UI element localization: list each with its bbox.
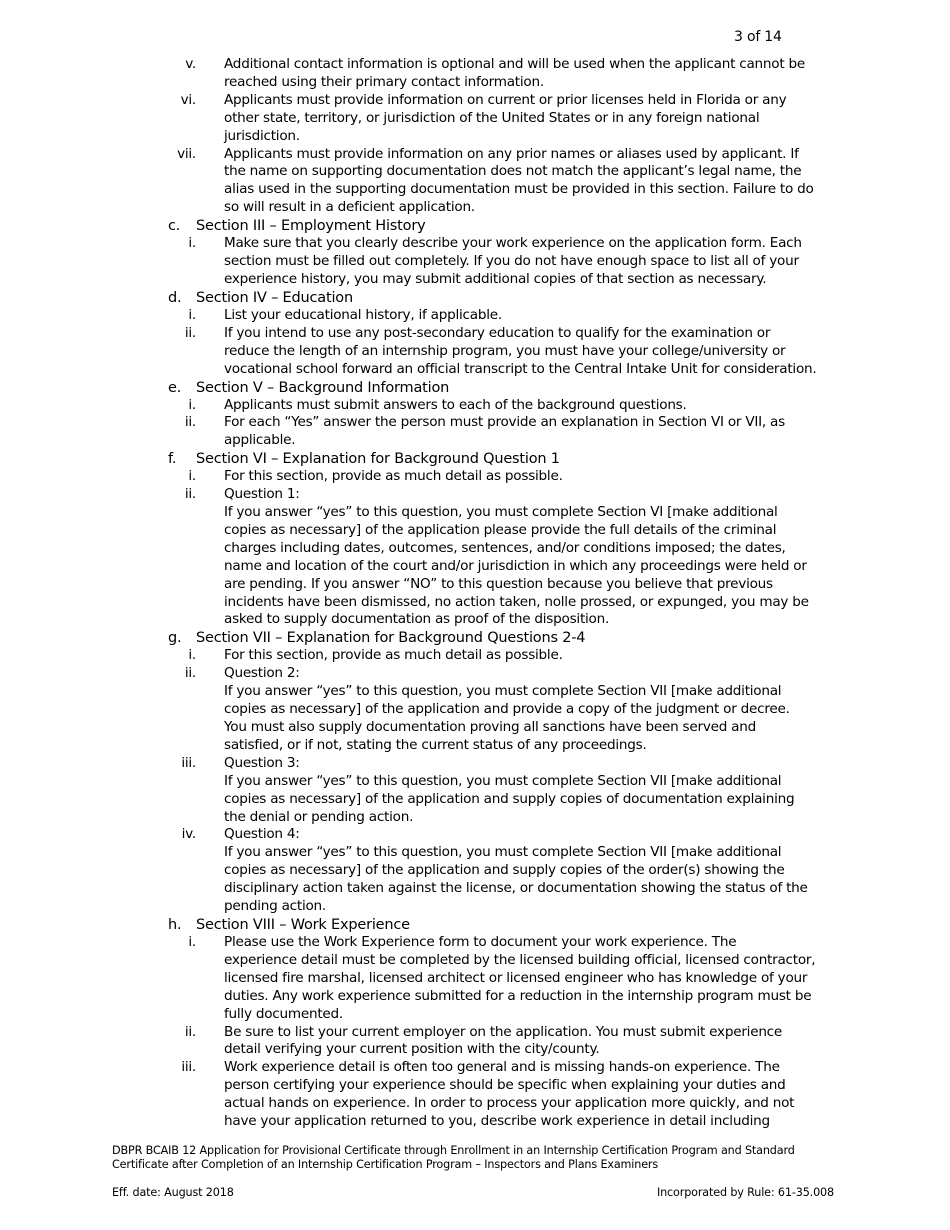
text-line: Be sure to list your current employer on the application. You must submit experience	[224, 1023, 783, 1040]
list-item-text	[224, 397, 838, 415]
text-line: If you answer “yes” to this question, you must complete Section VII [make additional	[224, 772, 782, 789]
text-line: detail verifying your current position with the city/county.	[224, 1041, 600, 1058]
text-line: List your educational history, if applicable.	[224, 306, 502, 323]
list-item-number: ii.	[184, 1023, 196, 1040]
text-line: are pending. If you answer “NO” to this question because you believe that previous	[224, 575, 773, 592]
text-line: Question 1:	[224, 486, 300, 503]
section-title: Section VII – Explanation for Background Questions 2-4	[196, 630, 586, 647]
list-item-number: i.	[188, 647, 196, 664]
list-item	[0, 665, 950, 755]
list-item-number: i.	[188, 468, 196, 485]
footer-rule: Incorporated by Rule: 61-35.008	[656, 1186, 834, 1199]
text-line: person certifying your experience should be specific when explaining your duties and	[224, 1077, 786, 1094]
list-item-text	[224, 934, 838, 1024]
list-item	[0, 146, 950, 218]
text-line: Additional contact information is optional and will be used when the applicant cannot be	[224, 56, 805, 72]
text-line: You must also supply documentation proving all sanctions have been served and	[224, 719, 756, 735]
text-line: experience detail must be completed by the licensed building official, licensed contractor,	[224, 951, 816, 968]
text-line: Work experience detail is often too general and is missing hands-on experience. The	[224, 1059, 780, 1076]
text-line: Question 2:	[224, 665, 300, 682]
text-line: pending action.	[224, 898, 326, 915]
list-item	[0, 468, 950, 486]
text-line: copies as necessary] of the application and supply copies of documentation explaining	[224, 790, 795, 807]
text-line: name and location of the court and/or jurisdiction in which any proceedings were held or	[224, 557, 807, 574]
section-title: Section V – Background Information	[196, 379, 450, 396]
list-item-number: vi.	[180, 91, 196, 108]
text-line: Applicants must provide information on current or prior licenses held in Florida or any	[224, 91, 787, 108]
list-item	[0, 826, 950, 916]
text-line: reached using their primary contact information.	[224, 73, 544, 90]
list-item-number: ii.	[184, 486, 196, 503]
text-line: copies as necessary] of the application please provide the full details of the criminal	[224, 521, 777, 538]
text-line: Question 3:	[224, 754, 300, 771]
text-line: For each “Yes” answer the person must provide an explanation in Section VI or VII, as	[224, 414, 785, 431]
list-item	[0, 486, 950, 629]
text-line: section must be filled out completely. If you do not have enough space to list all of your	[224, 253, 799, 270]
text-line: copies as necessary] of the application and supply copies of the order(s) showing the	[224, 862, 785, 879]
section-title: Section VIII – Work Experience	[196, 916, 410, 933]
list-item-number: i.	[188, 396, 196, 413]
list-item	[0, 934, 950, 1024]
text-line: so will result in a deficient application.	[224, 199, 475, 216]
list-item	[0, 1024, 950, 1060]
text-line: For this section, provide as much detail as possible.	[224, 468, 563, 485]
list-item	[0, 235, 950, 289]
section-letter: g.	[168, 630, 182, 647]
text-line: the denial or pending action.	[224, 808, 414, 825]
list-item-text	[224, 486, 838, 629]
list-item	[0, 325, 950, 379]
section-heading	[0, 916, 950, 934]
text-line: asked to supply documentation as proof of the disposition.	[224, 611, 610, 628]
text-line: If you intend to use any post-secondary education to qualify for the examination or	[224, 324, 771, 341]
list-item-text	[224, 56, 838, 92]
list-item-text	[224, 665, 838, 755]
document-body	[0, 56, 950, 1131]
text-line: satisfied, or if not, stating the current status of any proceedings.	[224, 736, 647, 753]
list-item-text	[224, 1024, 838, 1060]
text-line: other state, territory, or jurisdiction of the United States or in any foreign national	[224, 109, 760, 126]
list-item	[0, 755, 950, 827]
section-heading	[0, 289, 950, 307]
text-line: disciplinary action taken against the license, or documentation showing the status of the	[224, 880, 808, 897]
text-line: jurisdiction.	[224, 127, 300, 144]
list-item-number: iii.	[181, 754, 196, 771]
list-item-number: i.	[188, 235, 196, 252]
section-title: Section III – Employment History	[196, 218, 426, 235]
text-line: Applicants must provide information on any prior names or aliases used by applicant. If	[224, 145, 799, 162]
text-line: the name on supporting documentation does not match the applicant’s legal name, the	[224, 163, 802, 180]
section-title: Section VI – Explanation for Background Question 1	[196, 451, 560, 468]
list-item-text	[224, 826, 838, 916]
section-letter: e.	[168, 379, 182, 396]
list-item	[0, 92, 950, 146]
section-letter: h.	[168, 916, 182, 933]
list-item-text	[224, 468, 838, 486]
text-line: Make sure that you clearly describe your work experience on the application form. Each	[224, 235, 802, 252]
section-heading	[0, 379, 950, 397]
section-letter: d.	[168, 289, 182, 306]
section-letter: c.	[168, 218, 181, 235]
list-item-number: ii.	[184, 665, 196, 682]
list-item-number: i.	[188, 933, 196, 950]
list-item-text	[224, 325, 838, 379]
list-item-text	[224, 235, 838, 289]
section-letter: f.	[168, 451, 177, 468]
list-item-text	[224, 647, 838, 665]
list-item	[0, 397, 950, 415]
list-item	[0, 647, 950, 665]
list-item-number: ii.	[184, 414, 196, 431]
list-item	[0, 56, 950, 92]
footer-description-line: DBPR BCAIB 12 Application for Provisional Certificate through Enrollment in an Internship Certification Program and Standard	[112, 1144, 795, 1157]
section-heading	[0, 450, 950, 468]
list-item-text	[224, 146, 838, 218]
text-line: vocational school forward an official transcript to the Central Intake Unit for consideration.	[224, 360, 817, 377]
list-item	[0, 1059, 950, 1131]
section-heading	[0, 217, 950, 235]
list-item	[0, 414, 950, 450]
text-line: actual hands on experience. In order to process your application more quickly, and not	[224, 1095, 795, 1112]
text-line: duties. Any work experience submitted for a reduction in the internship program must be	[224, 987, 812, 1004]
text-line: have your application returned to you, describe work experience in detail including	[224, 1113, 770, 1130]
footer-form-description	[112, 1144, 852, 1172]
text-line: Please use the Work Experience form to document your work experience. The	[224, 933, 737, 950]
text-line: charges including dates, outcomes, sentences, and/or conditions imposed; the dates,	[224, 539, 786, 556]
footer-description-line: Certificate after Completion of an Internship Certification Program – Inspectors and Plans Examiners	[112, 1158, 659, 1172]
text-line: licensed fire marshal, licensed architect or licensed engineer who has knowledge of your	[224, 969, 808, 986]
list-item-text	[224, 307, 838, 325]
section-heading	[0, 629, 950, 647]
list-item-text	[224, 92, 838, 146]
text-line: Question 4:	[224, 826, 300, 843]
text-line: If you answer “yes” to this question, you must complete Section VII [make additional	[224, 844, 782, 861]
page-number: 3 of 14	[734, 29, 782, 45]
text-line: If you answer “yes” to this question, you must complete Section VI [make additional	[224, 504, 778, 521]
list-item-number: iii.	[181, 1059, 196, 1076]
section-title: Section IV – Education	[196, 289, 353, 306]
text-line: incidents have been dismissed, no action taken, nolle prossed, or expunged, you may be	[224, 593, 809, 610]
list-item	[0, 307, 950, 325]
list-item-number: vii.	[177, 145, 196, 162]
list-item-number: iv.	[181, 826, 196, 843]
text-line: Applicants must submit answers to each of the background questions.	[224, 396, 687, 413]
text-line: applicable.	[224, 432, 296, 449]
list-item-number: ii.	[184, 324, 196, 341]
text-line: For this section, provide as much detail as possible.	[224, 647, 563, 664]
list-item-text	[224, 414, 838, 450]
list-item-text	[224, 755, 838, 827]
text-line: If you answer “yes” to this question, you must complete Section VII [make additional	[224, 683, 782, 700]
list-item-text	[224, 1059, 838, 1131]
footer-effective-date: Eff. date: August 2018	[112, 1186, 234, 1199]
list-item-number: i.	[188, 306, 196, 323]
text-line: copies as necessary] of the application and provide a copy of the judgment or decree.	[224, 701, 790, 718]
text-line: fully documented.	[224, 1005, 343, 1022]
text-line: experience history, you may submit additional copies of that section as necessary.	[224, 270, 767, 287]
text-line: alias used in the supporting documentation must be provided in this section. Failure to do	[224, 181, 814, 198]
text-line: reduce the length of an internship program, you must have your college/university or	[224, 342, 786, 359]
list-item-number: v.	[185, 56, 196, 72]
